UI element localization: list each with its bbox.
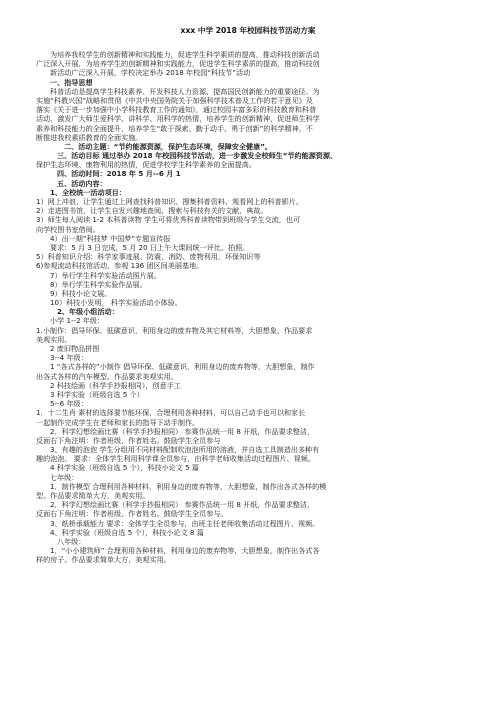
text-line: 样的房子。作品要求简单大方，美观实用。	[36, 555, 171, 565]
text-line: 1）网上冲浪，让学生通过上网查找科普知识、搜集科普资料、观看网上的科普影片。	[36, 197, 303, 206]
text-line: 5--6 年级：	[50, 399, 88, 409]
text-line: 3）师生每人阅读 1-2 本科普读物 学生可将优秀科普读物带到班级与学生交流，也可	[36, 215, 301, 225]
text-line: 2．科学幻想绘画比赛（科学手抄报相同） 参赛作品统一用 8 开纸，作品要求整洁，	[50, 426, 315, 436]
text-line: 向学校图书室借阅。	[36, 224, 100, 234]
text-line: 1．制作模型 合理利用各种材料，利用身边的废弃物等，大胆想象，制作出各式各样的模	[50, 481, 327, 491]
text-line: 1．十二生肖 素材的选择要节能环保，合理利用各种材料，可以自己动手也可以和家长	[36, 408, 306, 418]
text-line: 3、有趣的泡泡 学生分组用不同材料配制吹泡泡所用的溶液，并自选工具制造出多种有	[50, 445, 320, 455]
text-line: 1.小制作：倡导环保、低碳意识，利用身边的废弃物及其它材料等，大胆想象，作品要求	[36, 325, 313, 335]
text-line: 4 科学实验（班级自选 5 个），科技小论文 5 篇	[50, 463, 199, 473]
text-line: 反面右下角注明：作者班级、作者姓名。鼓励学生全员参与	[36, 435, 221, 445]
text-line: 3、纸桥承载能力 要求：全体学生全员参与，由班主任老师收集活动过程图片、视频。	[50, 518, 320, 528]
text-line: 7）举行学生科学实验活动照片展。	[50, 270, 161, 280]
text-line: 2 废旧物品拼图	[50, 344, 100, 353]
text-line: 9）科技小论文展。	[50, 288, 112, 298]
text-line: 落实《关于进一步加强中小学科技教育工作的通知》，通过校园丰富多彩的科技教育和科普	[36, 105, 317, 115]
text-line: 八年级：	[57, 536, 86, 546]
text-line: 1 “各式各样的”小制作 倡导环保、低碳意识，利用身边的废弃物等，大胆想象，制作	[50, 362, 315, 372]
text-line: 保护生态环境、康物利用的热情，促进学校学生科学素养的全面提高。	[36, 160, 256, 170]
text-line: 美观实用。	[36, 334, 72, 344]
text-line: 3--4 年级：	[50, 353, 88, 363]
text-line: 型。作品要求简单大方，美观实用。	[36, 491, 150, 500]
text-line: 三、活动目标 通过举办 2018 年校园科技节活动，进一步激发全校师生“节约能源资源、	[57, 151, 338, 161]
text-line: 8）举行学生科学实验作品展。	[50, 279, 147, 289]
text-line: 七年级：	[50, 472, 79, 482]
text-line: 2、年级小组活动：	[57, 307, 119, 317]
text-line: 趣的泡泡。 要求：全体学生利用科学课全员参与，由科学老师收集活动过程图片、视频。	[36, 454, 315, 464]
text-line: 为培养我校学生的创新精神和实践能力，促进学生科学素质的提高，推动科技创新活动	[50, 50, 320, 59]
text-line: 出各式各样的汽车模型。作品要求美观实用。	[36, 371, 178, 381]
text-line: 实施“科教兴国”战略和贯彻《中共中央国务院关于加强科学技术普及工作的若干意见》及	[36, 95, 313, 105]
text-line: 五、活动内容：	[57, 178, 107, 188]
text-line: 活动，激发广大师生爱科学、讲科学、用科学的热情，培养学生的创新精神，促进师生科学	[36, 114, 320, 124]
text-line: 4、科学实验（班级自选 5 个），科技小论文 8 篇	[50, 527, 204, 537]
text-line: 2）走进图书馆，让学生自发兴趣地查阅、搜索与科技有关的文献、典故。	[36, 206, 268, 216]
text-line: 一、指导思想	[50, 77, 93, 87]
document-title: xxx 中学 2018 年校园科技节活动方案	[180, 26, 316, 35]
text-line: 1．“小小建筑师” 合理利用各种材料，利用身边的废弃物等，大胆想象，制作出各式各	[50, 546, 320, 556]
text-line: 二、活动主题：“节约能源资源，保护生态环境，保障安全健康”。	[64, 141, 272, 151]
text-line: 广泛深入开展，为培养学生的创新精神和实践能力，促进学生科学素质的提高，推动科技创	[36, 59, 320, 69]
text-line: 5）科普知识介绍：科学家事迹展、防震、消防、废物利用，环保知识等	[36, 252, 261, 262]
text-line: 3 科学实验（班级自选 5 个）	[50, 389, 144, 399]
text-line: 一起制作完成学生在老师和家长的指导下动手制作。	[36, 417, 200, 427]
text-line: 1、全校统一活动项目：	[50, 187, 126, 197]
text-line: 2．科学幻想绘画比赛（科学手抄报相同） 参赛作品统一用 8 开纸，作品要求整洁，	[50, 500, 315, 510]
text-line: 反面右下角注明：作者班级、作者姓名。鼓励学生全员参与。	[36, 509, 228, 519]
text-line: 4）出一期“科技梦 中国梦”专题宣传报	[50, 233, 171, 243]
text-line: 新活动广泛深入开展，学校决定举办 2018 年校园“科技节”活动	[50, 68, 251, 78]
text-line: 断推进我校素质教育的全面实施。	[36, 132, 143, 142]
text-line: 要求：5 月 3 日完成，5 月 20 日上午大课间统一评比、拍照。	[50, 242, 250, 252]
text-line: 10）科技小发明， 科学实验活动小体验。	[50, 298, 182, 308]
text-line: 小学 1--2 年级：	[50, 316, 105, 326]
text-line: 2 科技绘画（科学手抄报相同），创意手工	[50, 380, 181, 390]
text-line: 6)参观流动科技馆活动，参观 136 团区间美丽基地。	[36, 261, 204, 271]
document-body	[36, 50, 460, 565]
text-line: 科普活动是提高学生科技素养、开发科技人力资源、提高国民创新能力的重要途径。为	[50, 86, 320, 96]
text-line: 四、活动时间：2018 年 5 月--6 月 1	[57, 169, 181, 179]
text-line: 素养和科技能力的全面提升，培养学生“敢于探索、勤于动手、勇于创新”的科学精神，不	[36, 123, 313, 133]
